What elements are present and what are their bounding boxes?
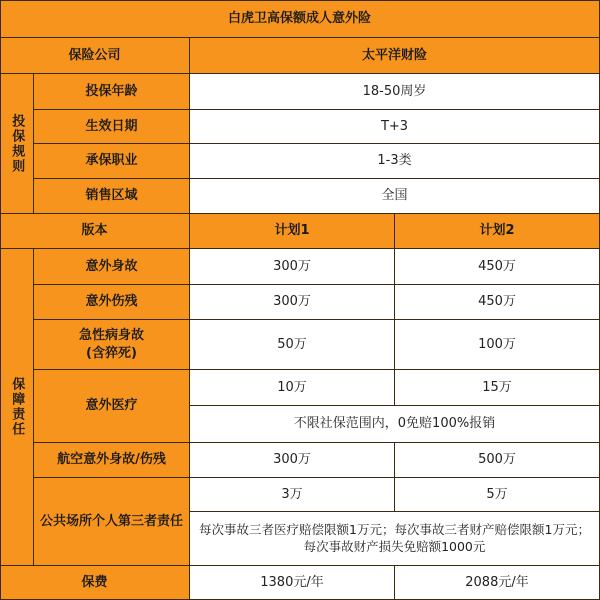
coverage-label-public-liability: 公共场所个人第三者责任 (34, 478, 190, 566)
coverage-plan1-accident-disability: 300万 (190, 285, 395, 320)
coverage-label-aviation: 航空意外身故/伤残 (34, 443, 190, 478)
coverage-plan2-aviation: 500万 (395, 443, 600, 478)
rules-group-label: 投保规则 (0, 74, 34, 214)
coverage-plan1-accident-medical: 10万 (190, 370, 395, 406)
rule-label-effective: 生效日期 (34, 110, 190, 144)
coverage-plan1-sudden-death: 50万 (190, 320, 395, 370)
coverage-group-label: 保障责任 (0, 249, 34, 566)
coverage-plan2-accident-medical: 15万 (395, 370, 600, 406)
version-label: 版本 (0, 214, 190, 249)
plan1-header: 计划1 (190, 214, 395, 249)
plan2-header: 计划2 (395, 214, 600, 249)
coverage-plan1-public-liability: 3万 (190, 478, 395, 512)
premium-plan1: 1380元/年 (190, 566, 395, 600)
coverage-label-sudden-death: 急性病身故 (含猝死) (34, 320, 190, 370)
coverage-label-accident-medical: 意外医疗 (34, 370, 190, 443)
premium-plan2: 2088元/年 (395, 566, 600, 600)
rule-label-age: 投保年龄 (34, 74, 190, 110)
company-value: 太平洋财险 (190, 38, 600, 74)
coverage-note-accident-medical: 不限社保范围内，0免赔100%报销 (190, 406, 600, 443)
rule-value-effective: T+3 (190, 110, 600, 144)
coverage-plan1-accident-death: 300万 (190, 249, 395, 285)
rule-value-occupation: 1-3类 (190, 144, 600, 179)
coverage-plan2-sudden-death: 100万 (395, 320, 600, 370)
rule-label-occupation: 承保职业 (34, 144, 190, 179)
table-title: 白虎卫高保额成人意外险 (0, 0, 600, 38)
coverage-plan2-accident-death: 450万 (395, 249, 600, 285)
coverage-label-accident-disability: 意外伤残 (34, 285, 190, 320)
rule-label-region: 销售区域 (34, 179, 190, 214)
coverage-plan2-accident-disability: 450万 (395, 285, 600, 320)
rule-value-region: 全国 (190, 179, 600, 214)
coverage-plan1-aviation: 300万 (190, 443, 395, 478)
company-label: 保险公司 (0, 38, 190, 74)
premium-label: 保费 (0, 566, 190, 600)
rule-value-age: 18-50周岁 (190, 74, 600, 110)
coverage-label-accident-death: 意外身故 (34, 249, 190, 285)
coverage-plan2-public-liability: 5万 (395, 478, 600, 512)
coverage-note-public-liability: 每次事故三者医疗赔偿限额1万元；每次事故三者财产赔偿限额1万元； 每次事故财产损失免赔额1000元 (190, 512, 600, 566)
